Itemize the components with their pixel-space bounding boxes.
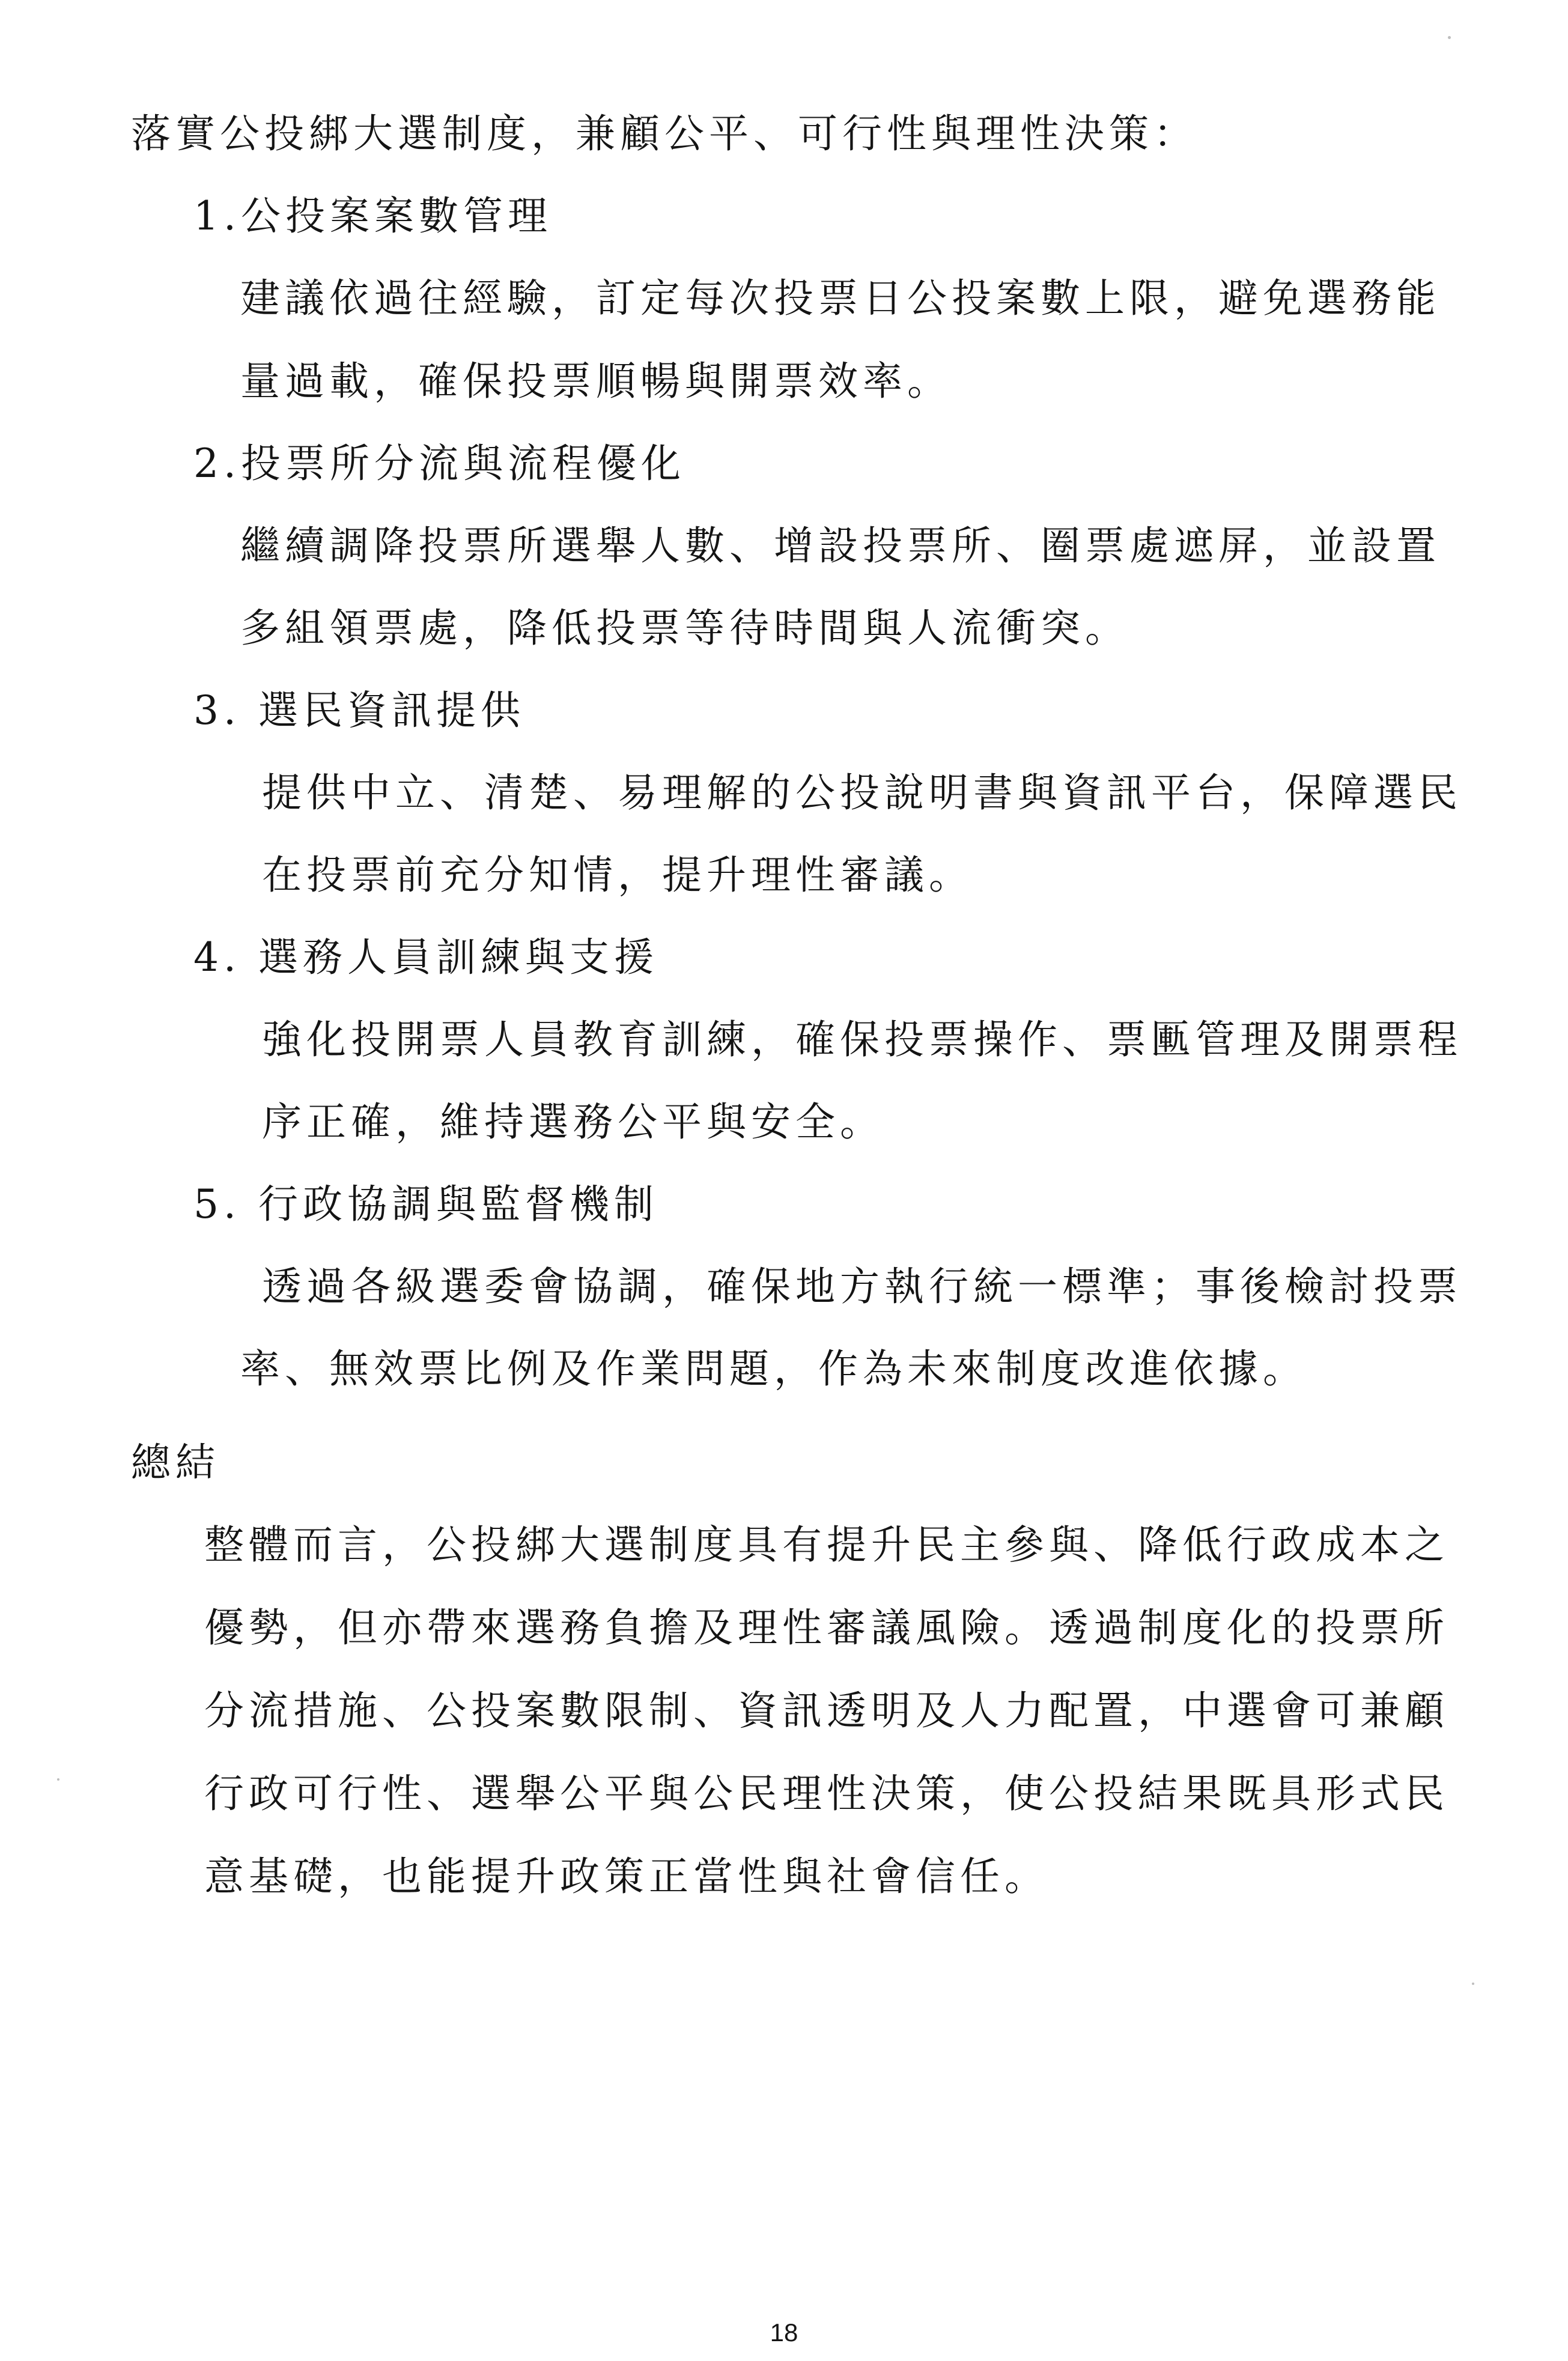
summary-line-1: 整體而言，公投綁大選制度具有提升民主參與、降低行政成本之 [204,1522,1449,1568]
item-3-body-line-2: 在投票前充分知情，提升理性審議。 [262,852,973,898]
item-2-title: 投票所分流與流程優化 [240,440,685,487]
item-5-body-line-1: 透過各級選委會協調，確保地方執行統一標準；事後檢討投票 [262,1263,1462,1310]
item-2-body-line-2: 多組領票處，降低投票等待時間與人流衝突。 [240,605,1129,651]
item-2-body-line-1: 繼續調降投票所選舉人數、增設投票所、圈票處遮屏，並設置 [240,523,1441,569]
summary-line-5: 意基礎，也能提升政策正當性與社會信任。 [204,1853,1049,1900]
item-1-body-line-2: 量過載，確保投票順暢與開票效率。 [240,358,952,404]
summary-heading: 總結 [131,1439,220,1486]
page-number: 18 [770,2318,798,2347]
item-1-body-line-1: 建議依過往經驗，訂定每次投票日公投案數上限，避免選務能 [240,275,1441,321]
item-4-title: 選務人員訓練與支援 [258,934,658,980]
item-3-body-line-1: 提供中立、清楚、易理解的公投說明書與資訊平台，保障選民 [262,770,1462,816]
scan-speck [1448,36,1451,39]
summary-line-4: 行政可行性、選舉公平與公民理性決策，使公投結果既具形式民 [204,1770,1449,1817]
item-4-body-line-2: 序正確，維持選務公平與安全。 [262,1099,884,1145]
item-3-number: 3. [193,687,241,734]
item-4-number: 4. [193,934,241,980]
item-5-body-line-2: 率、無效票比例及作業問題，作為未來制度改進依據。 [240,1346,1307,1392]
item-4-body-line-1: 強化投開票人員教育訓練，確保投票操作、票匭管理及開票程 [262,1016,1462,1063]
intro-paragraph: 落實公投綁大選制度，兼顧公平、可行性與理性決策： [131,111,1198,157]
item-5-heading [193,1177,658,1232]
item-5-number: 5. [193,1181,241,1227]
item-3-heading [193,684,525,738]
scan-speck [57,1778,59,1781]
summary-line-2: 優勢，但亦帶來選務負擔及理性審議風險。透過制度化的投票所 [204,1605,1449,1651]
item-2-number: 2. [193,440,241,487]
item-2-heading [193,437,685,491]
scan-speck [1472,1983,1474,1985]
item-1-number: 1. [193,193,241,239]
item-1-heading [193,189,552,243]
item-1-title: 公投案案數管理 [240,193,552,239]
item-4-heading [193,931,658,985]
summary-line-3: 分流措施、公投案數限制、資訊透明及人力配置，中選會可兼顧 [204,1688,1449,1734]
item-3-title: 選民資訊提供 [258,687,525,734]
item-5-title: 行政協調與監督機制 [258,1181,658,1227]
